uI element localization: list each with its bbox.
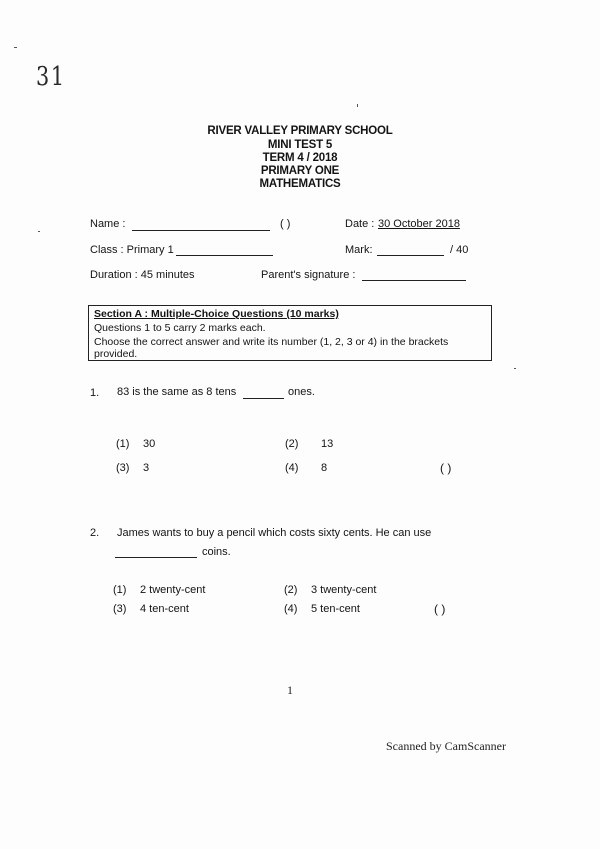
q2-option-4-number: (4): [284, 603, 298, 615]
q1-option-1-text: 30: [143, 438, 156, 450]
q2-option-4-text: 5 ten-cent: [311, 603, 360, 615]
section-a-marks-note: Questions 1 to 5 carry 2 marks each.: [94, 322, 266, 334]
name-label: Name :: [90, 218, 126, 230]
q2-option-2-text: 3 twenty-cent: [311, 584, 377, 596]
date-label: Date :: [345, 218, 375, 230]
signature-field[interactable]: [362, 270, 466, 281]
question-2-text: James wants to buy a pencil which costs sixty cents. He can use: [117, 527, 432, 539]
date-value: 30 October 2018: [378, 218, 460, 230]
q1-option-3-text: 3: [143, 462, 150, 474]
q1-option-4-text: 8: [321, 462, 328, 474]
page-number: 1: [287, 683, 293, 697]
section-a-instructions-box: [88, 305, 492, 361]
question-2-blank[interactable]: [115, 547, 197, 558]
name-field[interactable]: [132, 220, 270, 231]
section-a-title: Section A : Multiple-Choice Questions (10 marks): [94, 308, 339, 320]
scan-speck: [38, 231, 40, 232]
question-1-text: 83 is the same as 8 tens: [117, 386, 237, 398]
q2-answer-bracket[interactable]: ( ): [434, 602, 446, 616]
question-1-number: 1.: [90, 387, 100, 399]
scan-speck: [14, 47, 17, 48]
q1-option-2-text: 13: [321, 438, 334, 450]
mark-field[interactable]: [377, 245, 444, 256]
school-name: RIVER VALLEY PRIMARY SCHOOL: [207, 125, 393, 137]
index-number-brackets[interactable]: ( ): [280, 218, 291, 230]
section-a-instructions-cont: provided.: [94, 348, 138, 360]
test-title: MINI TEST 5: [267, 139, 333, 151]
signature-label: Parent's signature :: [261, 269, 356, 281]
subject-label: MATHEMATICS: [259, 178, 341, 190]
q1-option-3-number: (3): [116, 462, 130, 474]
scan-speck: [357, 104, 358, 107]
scanner-watermark: Scanned by CamScanner: [386, 739, 506, 753]
question-1-text-end: ones.: [288, 386, 315, 398]
duration-label: Duration : 45 minutes: [90, 269, 195, 281]
mark-label: Mark:: [345, 244, 373, 256]
q2-option-1-text: 2 twenty-cent: [140, 584, 206, 596]
q1-option-1-number: (1): [116, 438, 130, 450]
q2-option-3-text: 4 ten-cent: [140, 603, 189, 615]
q2-option-1-number: (1): [113, 584, 127, 596]
q1-answer-bracket[interactable]: ( ): [440, 461, 452, 475]
class-field[interactable]: [176, 245, 273, 256]
class-label: Class : Primary 1: [90, 244, 174, 256]
q2-option-2-number: (2): [284, 584, 298, 596]
term-label: TERM 4 / 2018: [262, 152, 338, 164]
mark-total: / 40: [450, 244, 469, 256]
q1-option-4-number: (4): [285, 462, 299, 474]
handwritten-score: 31: [36, 62, 66, 92]
scan-speck: [514, 368, 516, 369]
level-label: PRIMARY ONE: [260, 165, 340, 177]
section-a-instructions: Choose the correct answer and write its number (1, 2, 3 or 4) in the brackets: [94, 336, 449, 348]
q1-option-2-number: (2): [285, 438, 299, 450]
question-2-text-end: coins.: [202, 546, 231, 558]
question-2-number: 2.: [90, 527, 100, 539]
q2-option-3-number: (3): [113, 603, 127, 615]
question-1-blank[interactable]: [243, 388, 284, 399]
